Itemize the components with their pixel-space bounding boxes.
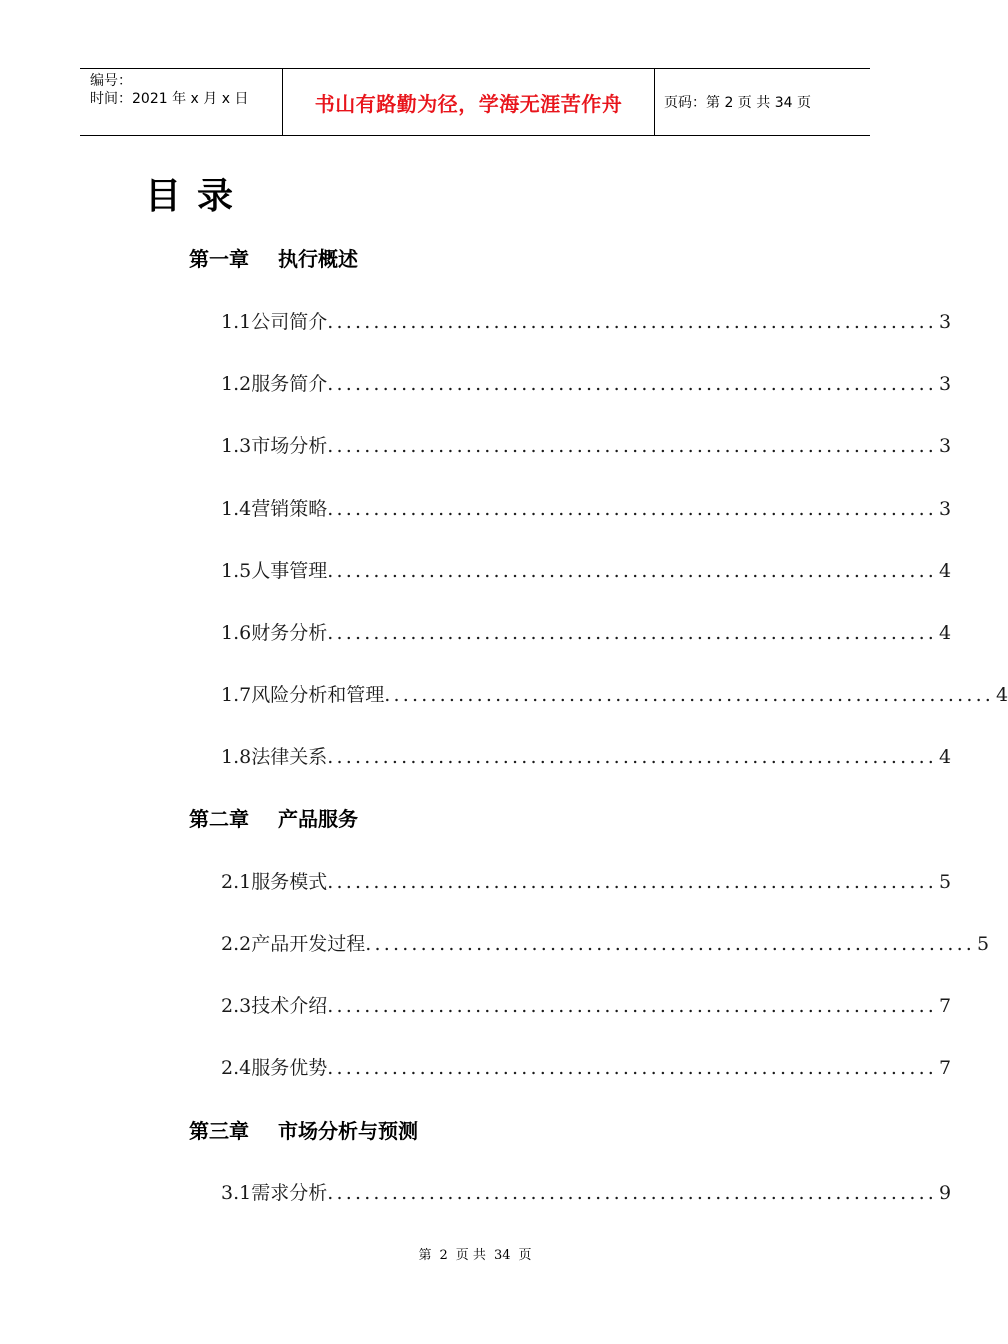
dot-leader: .................................................................. <box>327 1182 938 1204</box>
toc-entry[interactable] <box>221 432 952 460</box>
page-footer <box>0 1247 950 1265</box>
toc-entry[interactable] <box>221 681 1008 709</box>
toc-entry-page: 4 <box>996 684 1008 706</box>
header-date-label: 时间：2021 年 x 月 x 日 <box>90 91 249 107</box>
footer-suffix: 页 <box>518 1248 532 1263</box>
toc-entry-number: 1.7 <box>221 684 252 706</box>
toc-entry-page: 5 <box>939 871 952 893</box>
toc-entry-label: 风险分析和管理 <box>251 684 385 706</box>
toc-entry[interactable] <box>221 868 952 896</box>
toc-entry-number: 1.8 <box>221 746 252 768</box>
toc-entry-page: 4 <box>939 622 952 644</box>
toc-entry-page: 3 <box>939 373 952 395</box>
dot-leader: .................................................................. <box>327 435 938 457</box>
toc-entry-number: 1.2 <box>221 373 252 395</box>
header-page-label: 页码：第 2 页 共 34 页 <box>664 95 811 111</box>
toc-entry-label: 财务分析 <box>251 622 328 644</box>
footer-mid: 页 共 <box>455 1248 486 1263</box>
toc-entry-number: 1.5 <box>221 560 252 582</box>
chapter-title: 执行概述 <box>278 247 358 271</box>
footer-total-pages: 34 <box>493 1248 511 1263</box>
header-code-label: 编号： <box>90 73 132 89</box>
header-motto: 书山有路勤为径，学海无涯苦作舟 <box>314 92 623 116</box>
dot-leader: .................................................................. <box>365 933 976 955</box>
dot-leader: .................................................................. <box>327 311 938 333</box>
dot-leader: .................................................................. <box>327 622 938 644</box>
toc-entry-label: 需求分析 <box>251 1182 328 1204</box>
toc-entry[interactable] <box>221 992 952 1020</box>
toc-entry[interactable] <box>221 743 952 771</box>
toc-entry-number: 1.4 <box>221 498 252 520</box>
toc-entry-label: 服务优势 <box>251 1057 328 1079</box>
chapter-number: 第一章 <box>189 247 249 271</box>
toc-entry-number: 2.4 <box>221 1057 252 1079</box>
toc-entry[interactable] <box>221 619 952 647</box>
dot-leader: .................................................................. <box>327 1057 938 1079</box>
dot-leader: .................................................................. <box>384 684 995 706</box>
toc-entry-label: 市场分析 <box>251 435 328 457</box>
chapter-heading[interactable] <box>189 805 358 833</box>
toc-entry-label: 服务模式 <box>251 871 328 893</box>
toc-entry[interactable] <box>221 930 990 958</box>
toc-entry-number: 3.1 <box>221 1182 252 1204</box>
toc-entry-page: 4 <box>939 560 952 582</box>
toc-entry-label: 技术介绍 <box>251 995 328 1017</box>
toc-entry-page: 3 <box>939 435 952 457</box>
toc-entry-number: 1.6 <box>221 622 252 644</box>
dot-leader: .................................................................. <box>327 560 938 582</box>
toc-entry-page: 5 <box>977 933 990 955</box>
toc-entry-number: 2.3 <box>221 995 252 1017</box>
footer-current-page: 2 <box>439 1248 448 1263</box>
toc-entry[interactable] <box>221 557 952 585</box>
toc-entry-label: 服务简介 <box>251 373 328 395</box>
toc-entry[interactable] <box>221 495 952 523</box>
toc-entry-page: 7 <box>939 1057 952 1079</box>
dot-leader: .................................................................. <box>327 373 938 395</box>
chapter-number: 第三章 <box>189 1119 249 1143</box>
toc-entry-label: 法律关系 <box>251 746 328 768</box>
toc-entry-number: 1.3 <box>221 435 252 457</box>
toc-entry-label: 营销策略 <box>251 498 328 520</box>
toc-entry-label: 人事管理 <box>251 560 328 582</box>
toc-entry-label: 产品开发过程 <box>251 933 366 955</box>
dot-leader: .................................................................. <box>327 746 938 768</box>
header-right-cell <box>655 69 870 135</box>
toc-entry-page: 7 <box>939 995 952 1017</box>
chapter-number: 第二章 <box>189 807 249 831</box>
chapter-title: 产品服务 <box>278 807 358 831</box>
footer-prefix: 第 <box>418 1248 432 1263</box>
dot-leader: .................................................................. <box>327 995 938 1017</box>
toc-entry-label: 公司简介 <box>251 311 328 333</box>
dot-leader: .................................................................. <box>327 498 938 520</box>
toc-entry-number: 2.2 <box>221 933 252 955</box>
toc-entry[interactable] <box>221 1179 952 1207</box>
chapter-title: 市场分析与预测 <box>278 1119 418 1143</box>
toc-entry[interactable] <box>221 308 952 336</box>
toc-entry[interactable] <box>221 370 952 398</box>
toc-entry-page: 3 <box>939 498 952 520</box>
page-header <box>80 68 870 136</box>
dot-leader: .................................................................. <box>327 871 938 893</box>
toc-entry-page: 9 <box>939 1182 952 1204</box>
toc-entry-page: 3 <box>939 311 952 333</box>
toc-entry[interactable] <box>221 1054 952 1082</box>
header-middle-cell <box>282 69 655 135</box>
toc-entry-page: 4 <box>939 746 952 768</box>
toc-title: 目录 <box>145 176 250 217</box>
chapter-heading[interactable] <box>189 245 358 273</box>
chapter-heading[interactable] <box>189 1117 418 1145</box>
toc-entry-number: 2.1 <box>221 871 252 893</box>
header-left-cell <box>80 69 282 135</box>
toc-entry-number: 1.1 <box>221 311 252 333</box>
